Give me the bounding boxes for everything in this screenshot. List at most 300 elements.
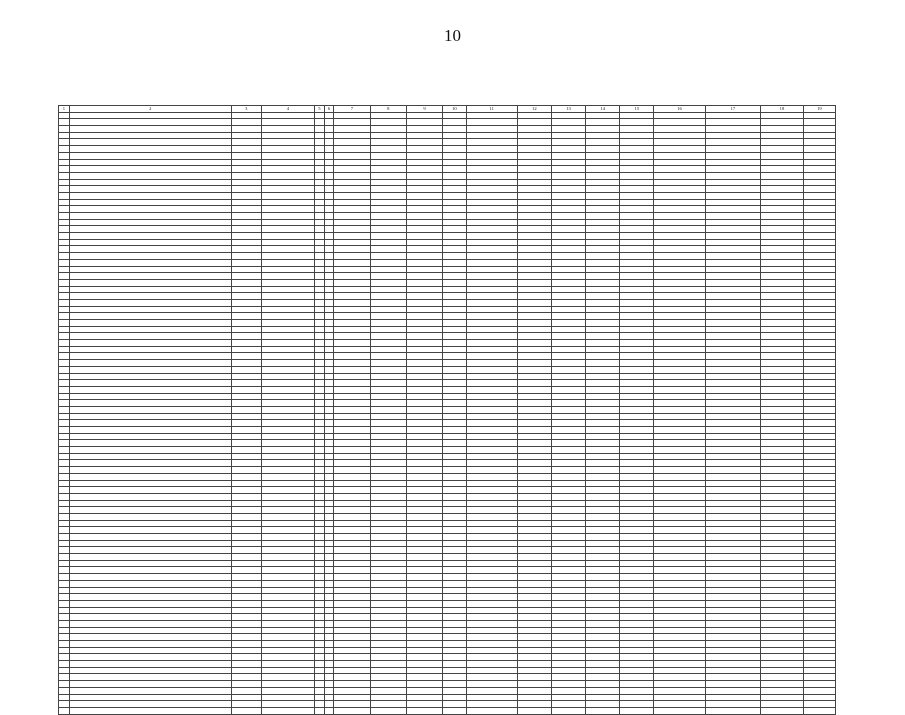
table-cell bbox=[261, 667, 314, 674]
table-cell bbox=[370, 574, 406, 581]
table-cell bbox=[705, 386, 761, 393]
table-cell bbox=[324, 614, 334, 621]
table-cell bbox=[231, 213, 261, 220]
table-cell bbox=[443, 393, 466, 400]
table-cell bbox=[466, 567, 517, 574]
table-cell bbox=[517, 453, 551, 460]
table-cell bbox=[69, 453, 231, 460]
table-cell bbox=[466, 306, 517, 313]
table-cell bbox=[517, 119, 551, 126]
table-cell bbox=[69, 667, 231, 674]
table-cell bbox=[551, 674, 585, 681]
table-cell bbox=[586, 487, 620, 494]
table-cell bbox=[443, 554, 466, 561]
table-cell bbox=[261, 674, 314, 681]
table-cell bbox=[466, 326, 517, 333]
table-cell bbox=[370, 554, 406, 561]
table-cell bbox=[261, 286, 314, 293]
table-cell bbox=[586, 259, 620, 266]
table-cell bbox=[517, 480, 551, 487]
table-cell bbox=[586, 547, 620, 554]
table-cell bbox=[261, 299, 314, 306]
table-cell bbox=[324, 467, 334, 474]
table-cell bbox=[370, 386, 406, 393]
table-cell bbox=[705, 360, 761, 367]
table-cell bbox=[334, 420, 370, 427]
table-cell bbox=[586, 112, 620, 119]
table-cell bbox=[705, 219, 761, 226]
table-cell bbox=[761, 587, 804, 594]
table-cell bbox=[59, 473, 70, 480]
table-cell bbox=[803, 707, 835, 714]
table-cell bbox=[69, 547, 231, 554]
table-cell bbox=[654, 600, 705, 607]
table-cell bbox=[443, 146, 466, 153]
table-cell bbox=[69, 701, 231, 708]
table-cell bbox=[315, 534, 325, 541]
table-cell bbox=[324, 607, 334, 614]
table-cell bbox=[231, 594, 261, 601]
table-row bbox=[59, 607, 836, 614]
table-cell bbox=[406, 447, 442, 454]
table-cell bbox=[59, 427, 70, 434]
table-cell bbox=[59, 567, 70, 574]
table-cell bbox=[231, 654, 261, 661]
table-row bbox=[59, 400, 836, 407]
table-cell bbox=[370, 233, 406, 240]
table-cell bbox=[59, 574, 70, 581]
table-cell bbox=[231, 580, 261, 587]
table-cell bbox=[654, 674, 705, 681]
table-cell bbox=[315, 293, 325, 300]
table-cell bbox=[705, 313, 761, 320]
table-cell bbox=[551, 687, 585, 694]
table-cell bbox=[261, 620, 314, 627]
table-cell bbox=[620, 239, 654, 246]
table-cell bbox=[620, 473, 654, 480]
table-cell bbox=[761, 293, 804, 300]
table-cell bbox=[466, 253, 517, 260]
table-cell bbox=[705, 366, 761, 373]
table-cell bbox=[406, 393, 442, 400]
table-cell bbox=[443, 166, 466, 173]
table-cell bbox=[324, 346, 334, 353]
table-cell bbox=[324, 273, 334, 280]
table-cell bbox=[517, 166, 551, 173]
table-cell bbox=[231, 313, 261, 320]
table-cell bbox=[59, 687, 70, 694]
table-cell bbox=[443, 433, 466, 440]
table-cell bbox=[620, 266, 654, 273]
table-cell bbox=[654, 647, 705, 654]
table-cell bbox=[324, 253, 334, 260]
table-cell bbox=[466, 320, 517, 327]
table-cell bbox=[370, 112, 406, 119]
table-cell bbox=[654, 166, 705, 173]
table-cell bbox=[654, 427, 705, 434]
table-cell bbox=[406, 694, 442, 701]
table-cell bbox=[370, 353, 406, 360]
table-row bbox=[59, 647, 836, 654]
table-cell bbox=[261, 346, 314, 353]
table-cell bbox=[69, 166, 231, 173]
table-cell bbox=[466, 473, 517, 480]
table-cell bbox=[620, 493, 654, 500]
table-cell bbox=[69, 152, 231, 159]
table-cell bbox=[761, 406, 804, 413]
table-cell bbox=[551, 433, 585, 440]
table-cell bbox=[443, 681, 466, 688]
table-cell bbox=[803, 152, 835, 159]
table-cell bbox=[59, 192, 70, 199]
table-cell bbox=[803, 587, 835, 594]
table-cell bbox=[705, 567, 761, 574]
table-cell bbox=[406, 259, 442, 266]
table-cell bbox=[261, 192, 314, 199]
table-cell bbox=[59, 507, 70, 514]
table-cell bbox=[586, 513, 620, 520]
table-row bbox=[59, 266, 836, 273]
table-cell bbox=[443, 614, 466, 621]
table-cell bbox=[551, 627, 585, 634]
table-cell bbox=[803, 687, 835, 694]
table-cell bbox=[551, 534, 585, 541]
table-cell bbox=[406, 707, 442, 714]
table-cell bbox=[261, 600, 314, 607]
table-cell bbox=[69, 233, 231, 240]
table-cell bbox=[261, 433, 314, 440]
table-cell bbox=[705, 507, 761, 514]
table-cell bbox=[69, 360, 231, 367]
table-cell bbox=[324, 146, 334, 153]
table-row bbox=[59, 279, 836, 286]
column-number: 11 bbox=[466, 106, 517, 113]
table-cell bbox=[466, 199, 517, 206]
table-cell bbox=[315, 554, 325, 561]
table-cell bbox=[620, 192, 654, 199]
table-row bbox=[59, 320, 836, 327]
table-cell bbox=[231, 233, 261, 240]
table-cell bbox=[443, 226, 466, 233]
table-cell bbox=[334, 620, 370, 627]
table-cell bbox=[59, 179, 70, 186]
table-cell bbox=[803, 206, 835, 213]
table-cell bbox=[315, 500, 325, 507]
table-cell bbox=[443, 694, 466, 701]
table-cell bbox=[620, 707, 654, 714]
table-cell bbox=[761, 326, 804, 333]
table-cell bbox=[406, 186, 442, 193]
table-cell bbox=[406, 360, 442, 367]
table-cell bbox=[443, 159, 466, 166]
table-cell bbox=[705, 460, 761, 467]
table-cell bbox=[620, 447, 654, 454]
table-cell bbox=[406, 473, 442, 480]
table-row bbox=[59, 574, 836, 581]
table-cell bbox=[761, 694, 804, 701]
table-cell bbox=[334, 674, 370, 681]
table-cell bbox=[406, 681, 442, 688]
table-cell bbox=[803, 126, 835, 133]
table-cell bbox=[406, 192, 442, 199]
table-cell bbox=[705, 253, 761, 260]
table-cell bbox=[324, 299, 334, 306]
table-cell bbox=[315, 233, 325, 240]
table-cell bbox=[59, 420, 70, 427]
table-cell bbox=[517, 112, 551, 119]
table-cell bbox=[334, 313, 370, 320]
table-cell bbox=[69, 373, 231, 380]
table-cell bbox=[231, 333, 261, 340]
table-cell bbox=[654, 574, 705, 581]
table-cell bbox=[586, 420, 620, 427]
table-cell bbox=[620, 199, 654, 206]
table-cell bbox=[315, 647, 325, 654]
table-cell bbox=[324, 186, 334, 193]
table-cell bbox=[654, 654, 705, 661]
table-cell bbox=[231, 172, 261, 179]
table-cell bbox=[803, 674, 835, 681]
table-cell bbox=[370, 119, 406, 126]
table-cell bbox=[324, 206, 334, 213]
table-cell bbox=[406, 620, 442, 627]
table-cell bbox=[324, 473, 334, 480]
table-cell bbox=[69, 366, 231, 373]
table-cell bbox=[315, 580, 325, 587]
table-cell bbox=[551, 427, 585, 434]
table-cell bbox=[406, 540, 442, 547]
table-cell bbox=[406, 266, 442, 273]
table-cell bbox=[443, 126, 466, 133]
table-cell bbox=[315, 427, 325, 434]
table-cell bbox=[551, 340, 585, 347]
table-cell bbox=[334, 320, 370, 327]
table-cell bbox=[620, 366, 654, 373]
table-cell bbox=[466, 440, 517, 447]
table-cell bbox=[370, 259, 406, 266]
table-cell bbox=[517, 681, 551, 688]
table-cell bbox=[69, 226, 231, 233]
table-cell bbox=[551, 480, 585, 487]
table-cell bbox=[59, 406, 70, 413]
table-cell bbox=[551, 159, 585, 166]
table-cell bbox=[315, 587, 325, 594]
table-cell bbox=[517, 614, 551, 621]
table-cell bbox=[370, 179, 406, 186]
table-cell bbox=[761, 112, 804, 119]
table-cell bbox=[586, 199, 620, 206]
column-number: 18 bbox=[761, 106, 804, 113]
table-cell bbox=[406, 333, 442, 340]
table-cell bbox=[370, 567, 406, 574]
table-cell bbox=[334, 346, 370, 353]
table-cell bbox=[705, 687, 761, 694]
table-cell bbox=[586, 326, 620, 333]
table-cell bbox=[586, 380, 620, 387]
table-cell bbox=[370, 360, 406, 367]
table-cell bbox=[324, 239, 334, 246]
table-cell bbox=[443, 560, 466, 567]
table-cell bbox=[466, 701, 517, 708]
table-cell bbox=[324, 627, 334, 634]
table-cell bbox=[261, 126, 314, 133]
table-cell bbox=[517, 273, 551, 280]
table-cell bbox=[551, 273, 585, 280]
table-cell bbox=[517, 674, 551, 681]
table-cell bbox=[705, 380, 761, 387]
table-cell bbox=[334, 226, 370, 233]
table-cell bbox=[620, 574, 654, 581]
table-cell bbox=[406, 453, 442, 460]
table-cell bbox=[586, 146, 620, 153]
table-cell bbox=[443, 186, 466, 193]
table-cell bbox=[231, 132, 261, 139]
table-cell bbox=[620, 273, 654, 280]
table-cell bbox=[443, 427, 466, 434]
table-cell bbox=[324, 353, 334, 360]
table-cell bbox=[370, 433, 406, 440]
table-cell bbox=[69, 594, 231, 601]
table-cell bbox=[406, 627, 442, 634]
table-cell bbox=[334, 427, 370, 434]
table-cell bbox=[586, 560, 620, 567]
table-cell bbox=[551, 701, 585, 708]
table-cell bbox=[231, 340, 261, 347]
table-cell bbox=[551, 326, 585, 333]
table-cell bbox=[803, 453, 835, 460]
table-cell bbox=[551, 266, 585, 273]
table-cell bbox=[466, 467, 517, 474]
table-cell bbox=[324, 192, 334, 199]
table-cell bbox=[231, 253, 261, 260]
table-cell bbox=[654, 467, 705, 474]
table-cell bbox=[406, 480, 442, 487]
table-cell bbox=[654, 473, 705, 480]
table-cell bbox=[443, 520, 466, 527]
table-cell bbox=[620, 400, 654, 407]
table-cell bbox=[761, 667, 804, 674]
table-cell bbox=[69, 534, 231, 541]
table-cell bbox=[406, 527, 442, 534]
table-cell bbox=[324, 707, 334, 714]
table-cell bbox=[466, 233, 517, 240]
table-cell bbox=[370, 373, 406, 380]
table-cell bbox=[334, 707, 370, 714]
table-cell bbox=[261, 166, 314, 173]
table-cell bbox=[443, 293, 466, 300]
table-cell bbox=[261, 313, 314, 320]
table-cell bbox=[443, 413, 466, 420]
table-cell bbox=[231, 500, 261, 507]
table-cell bbox=[517, 299, 551, 306]
table-cell bbox=[705, 440, 761, 447]
table-cell bbox=[586, 594, 620, 601]
table-cell bbox=[315, 520, 325, 527]
table-cell bbox=[551, 453, 585, 460]
table-cell bbox=[443, 480, 466, 487]
table-cell bbox=[334, 146, 370, 153]
table-cell bbox=[654, 219, 705, 226]
table-cell bbox=[466, 594, 517, 601]
table-row bbox=[59, 520, 836, 527]
table-cell bbox=[231, 567, 261, 574]
table-row bbox=[59, 259, 836, 266]
table-cell bbox=[324, 279, 334, 286]
table-cell bbox=[803, 594, 835, 601]
table-cell bbox=[705, 266, 761, 273]
table-cell bbox=[551, 554, 585, 561]
table-cell bbox=[620, 286, 654, 293]
table-cell bbox=[517, 467, 551, 474]
table-cell bbox=[324, 427, 334, 434]
table-cell bbox=[761, 179, 804, 186]
table-cell bbox=[761, 473, 804, 480]
table-cell bbox=[59, 346, 70, 353]
table-cell bbox=[315, 574, 325, 581]
table-cell bbox=[261, 266, 314, 273]
table-cell bbox=[69, 574, 231, 581]
table-cell bbox=[59, 206, 70, 213]
table-cell bbox=[334, 433, 370, 440]
table-cell bbox=[69, 206, 231, 213]
table-cell bbox=[59, 594, 70, 601]
table-cell bbox=[620, 674, 654, 681]
table-row bbox=[59, 513, 836, 520]
table-cell bbox=[261, 687, 314, 694]
table-cell bbox=[586, 554, 620, 561]
table-cell bbox=[324, 266, 334, 273]
table-cell bbox=[406, 587, 442, 594]
table-cell bbox=[466, 600, 517, 607]
table-cell bbox=[59, 433, 70, 440]
table-cell bbox=[406, 580, 442, 587]
table-cell bbox=[315, 279, 325, 286]
column-number: 15 bbox=[620, 106, 654, 113]
table-row bbox=[59, 132, 836, 139]
table-cell bbox=[370, 527, 406, 534]
table-cell bbox=[324, 460, 334, 467]
table-cell bbox=[231, 687, 261, 694]
table-cell bbox=[406, 400, 442, 407]
table-cell bbox=[324, 259, 334, 266]
table-cell bbox=[803, 233, 835, 240]
table-cell bbox=[324, 594, 334, 601]
table-row bbox=[59, 253, 836, 260]
table-cell bbox=[261, 293, 314, 300]
table-cell bbox=[324, 480, 334, 487]
table-cell bbox=[406, 493, 442, 500]
table-cell bbox=[517, 380, 551, 387]
table-cell bbox=[231, 507, 261, 514]
table-cell bbox=[261, 420, 314, 427]
table-cell bbox=[517, 213, 551, 220]
table-cell bbox=[370, 654, 406, 661]
table-cell bbox=[551, 320, 585, 327]
table-cell bbox=[315, 159, 325, 166]
table-cell bbox=[466, 540, 517, 547]
table-cell bbox=[761, 159, 804, 166]
table-cell bbox=[551, 119, 585, 126]
table-cell bbox=[443, 661, 466, 668]
table-cell bbox=[231, 119, 261, 126]
table-cell bbox=[654, 587, 705, 594]
table-cell bbox=[261, 473, 314, 480]
table-cell bbox=[443, 627, 466, 634]
table-cell bbox=[370, 620, 406, 627]
table-cell bbox=[705, 299, 761, 306]
table-cell bbox=[334, 279, 370, 286]
table-cell bbox=[324, 219, 334, 226]
